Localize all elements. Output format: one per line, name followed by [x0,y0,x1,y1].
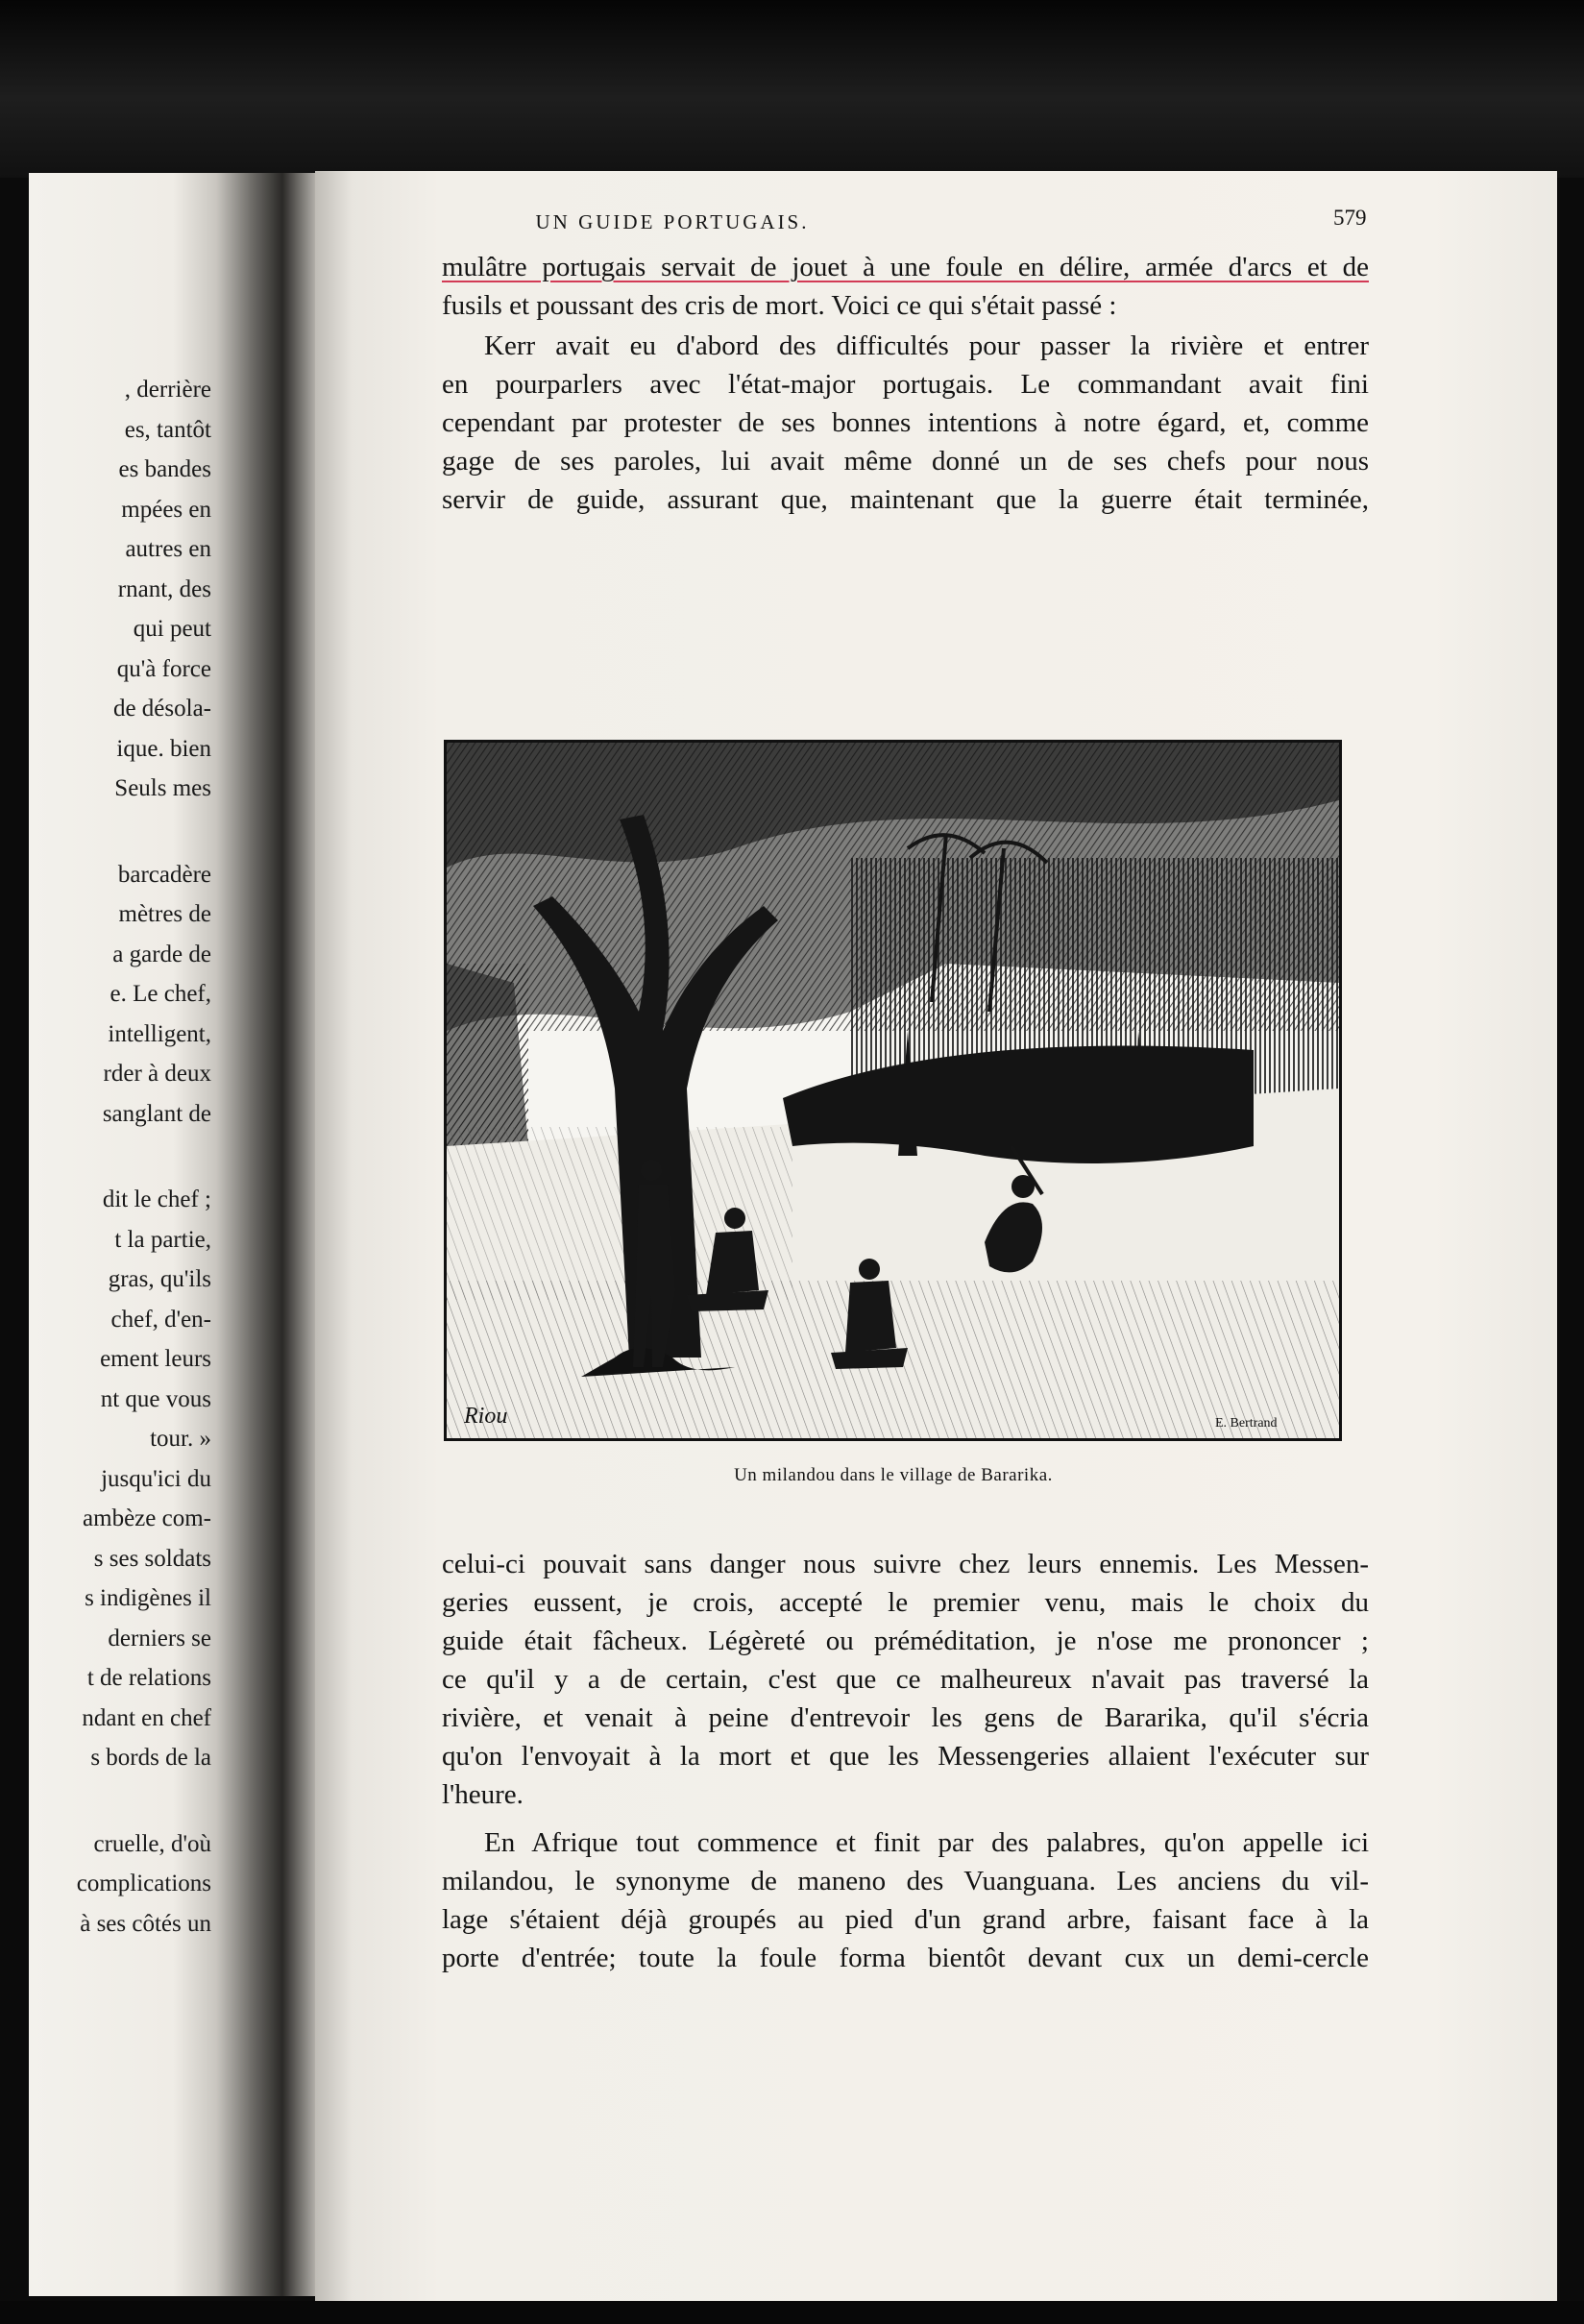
previous-page-line: cruelle, d'où [93,1830,211,1857]
previous-page-line: tour. » [150,1426,211,1452]
highlighted-phrase: mulâtre portugais servait de jouet à une foule en délire, armée d'arcs et de [442,252,1369,282]
engraver-signature-left: Riou [464,1404,508,1429]
previous-page-strip [29,173,317,2296]
previous-page-line: chef, d'en- [110,1306,211,1333]
previous-page-line: autres en [125,536,211,562]
text-line: qu'on l'envoyait à la mort et que les Messengeries allaient l'exécuter sur [442,1741,1369,1772]
text-line: en pourparlers avec l'état-major portugais. Le commandant avait fini [442,369,1369,400]
text-line: rivière, et venait à peine d'entrevoir les gens de Bararika, qu'il s'écria [442,1702,1369,1733]
previous-page-line: es, tantôt [124,416,211,443]
text-line: guide était fâcheux. Légèreté ou préméditation, je n'ose me prononcer ; [442,1626,1369,1656]
previous-page-line: mètres de [118,901,211,927]
engraving-illustration [444,740,1342,1441]
paragraph-2 [442,327,1369,519]
previous-page-line: a garde de [112,941,211,967]
running-head: UN GUIDE PORTUGAIS. [535,210,810,233]
text-line: geries eussent, je crois, accepté le premier venu, mais le choix du [442,1587,1369,1618]
text-line: l'heure. [442,1779,524,1810]
engraver-signature-right: E. Bertrand [1215,1416,1278,1431]
text-line: ce qu'il y a de certain, c'est que ce malheureux n'avait pas traversé la [442,1664,1369,1695]
previous-page-line: qu'à force [116,655,211,682]
previous-page-line: gras, qu'ils [108,1266,211,1292]
previous-page-line: nt que vous [100,1385,211,1412]
paragraph-3 [442,1545,1369,1814]
text-line: servir de guide, assurant que, maintenant que la guerre était terminée, [442,484,1369,515]
previous-page-line: ndant en chef [82,1704,211,1731]
previous-page-line: ement leurs [100,1346,211,1372]
previous-page-line: rnant, des [117,575,211,602]
text-line: milandou, le synonyme de maneno des Vuanguana. Les anciens du vil- [442,1866,1369,1896]
previous-page-line: Seuls mes [114,775,211,801]
previous-page-line: barcadère [117,861,211,888]
previous-page-gap [29,1778,211,1824]
caption-text: Un milandou dans le village de Bararika. [734,1465,1053,1485]
paragraph-4 [442,1823,1369,1977]
previous-page-line: ambèze com- [83,1505,211,1531]
previous-page-line: ique. bien [116,735,211,762]
previous-page-line: à ses côtés un [80,1910,211,1937]
previous-page-line: dit le chef ; [102,1186,211,1212]
text-line: En Afrique tout commence et finit par des palabres, qu'on appelle ici [484,1827,1369,1858]
previous-page-gap [29,1134,211,1180]
scan-bottom-dark-band [0,2301,1584,2324]
previous-page-line: intelligent, [108,1020,211,1047]
previous-page-line: e. Le chef, [110,981,211,1007]
previous-page-line: de désola- [112,696,211,722]
previous-page-line: s indigènes il [85,1585,211,1611]
text-line: cependant par protester de ses bonnes intentions à notre égard, et, comme [442,407,1369,438]
previous-page-line: rder à deux [103,1061,211,1087]
previous-page-line: jusqu'ici du [101,1465,211,1492]
previous-page-line: s ses soldats [93,1545,211,1572]
text-line: Kerr avait eu d'abord des difficultés pour passer la rivière et entrer [484,330,1369,361]
text-line: porte d'entrée; toute la foule forma bientôt devant cux un demi-cercle [442,1943,1369,1973]
previous-page-line: , derrière [124,377,211,403]
previous-page-text [29,370,211,1944]
previous-page-line: s bords de la [90,1745,211,1771]
previous-page-line: mpées en [121,496,211,523]
page-number: 579 [1333,206,1367,230]
text-line: gage de ses paroles, lui avait même donné un de ses chefs pour nous [442,446,1369,477]
text-line: fusils et poussant des cris de mort. Voici ce qui s'était passé : [442,290,1117,321]
previous-page-line: t de relations [86,1665,211,1691]
previous-page-line: qui peut [133,616,211,642]
previous-page-line: es bandes [118,456,211,482]
previous-page-gap [29,809,211,855]
paragraph-1 [442,248,1369,325]
previous-page-line: t la partie, [114,1226,211,1253]
scan-top-dark-band [0,0,1584,178]
text-line [442,248,1369,286]
illustration-caption [442,1465,1345,1486]
text-line: celui-ci pouvait sans danger nous suivre chez leurs ennemis. Les Messen- [442,1549,1369,1579]
text-line: lage s'étaient déjà groupés au pied d'un grand arbre, faisant face à la [442,1904,1369,1935]
previous-page-line: complications [76,1871,211,1896]
previous-page-line: sanglant de [102,1100,211,1127]
previous-page-line: derniers se [108,1625,211,1651]
